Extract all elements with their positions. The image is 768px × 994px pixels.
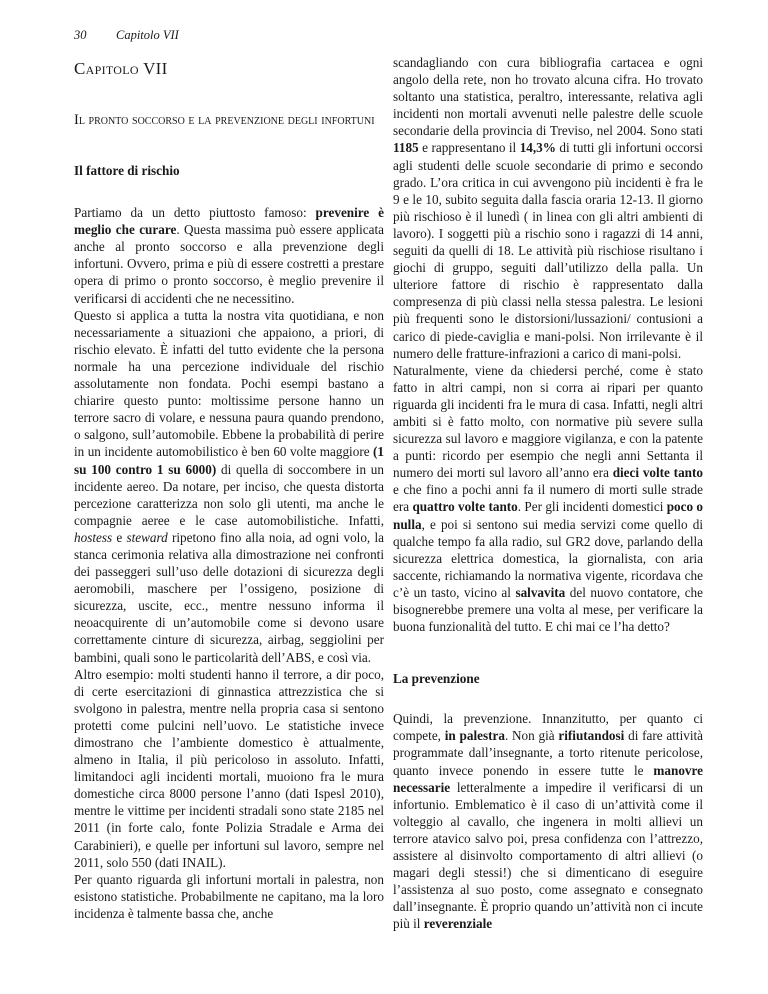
- paragraph: Altro esempio: molti studenti hanno il terrore, a dir poco, di certe esercitazioni di ginnastica attrezzistica che si svolgono in palestra, mentre nella propria casa si sentono protetti come pulcini nell’uovo. Le statistiche invece dimostrano che l’ambiente domestico è attualmente, almeno in Italia, il più pericoloso in assoluto. Infatti, limitandoci agli incidenti mortali, muoiono fra le mura domestiche circa 8000 persone l’anno (dati Ispesl 2010), mentre le vittime per incidenti stradali sono state 2185 nel 2011 (in forte calo, fonte Polizia Stradale e Arma dei Carabinieri), e quelle per infortuni sul lavoro, sempre nel 2011, solo 550 (dati INAIL).: [74, 666, 384, 870]
- right-column: [393, 54, 703, 933]
- paragraph-continued: scandagliando con cura bibliografia cartacea e ogni angolo della rete, non ho trovato alcuna cifra. Ho trovato soltanto una statistica, peraltro, interessante, relativa agli incidenti non mortali avvenuti nelle palestre delle scuole secondarie della provincia di Treviso, nel 2004. Sono stati 1185 e rappresentano il 14,3% di tutti gli infortuni occorsi agli studenti delle scuole secondarie di primo e secondo grado. L’ora critica in cui avvengono più incidenti è fra le 9 e le 10, subito seguita dalla fascia oraria 12-13. Il giorno più rischioso è il lunedì ( in linea con gli altri ambienti di lavoro). I soggetti più a rischio sono i ragazzi di 14 anni, seguiti da quelli di 18. Le attività più rischiose risultano i giochi di gruppo, seguiti dall’utilizzo della palla. Un ulteriore fattore di rischio è rappresentato dalla compresenza di più classi nella stessa palestra. Le lesioni più frequenti sono le distorsioni/lussazioni/ contusioni a carico di piede-caviglia e mani-polsi. Non irrilevante è il numero delle fratture-infrazioni a carico di mani-polsi.: [393, 55, 703, 361]
- chapter-title: Il pronto soccorso e la prevenzione degli infortuni: [74, 112, 375, 128]
- section-heading-risk: Il fattore di rischio: [74, 163, 180, 178]
- paragraph: Partiamo da un detto piuttosto famoso: prevenire è meglio che curare. Questa massima può essere applicata anche al pronto soccorso e alla prevenzione degli infortuni. Ovvero, prima e più di essere costretti a prestare opera di primo o pronto soccorso, è meglio prevenire il verificarsi di accidenti che ne necessitino.: [74, 205, 384, 306]
- page-number: 30: [74, 28, 87, 42]
- chapter-label: Capitolo VII: [74, 59, 168, 78]
- running-head: [74, 28, 179, 43]
- paragraph: Questo si applica a tutta la nostra vita quotidiana, e non necessariamente a situazioni che appaiono, a priori, di rischio elevato. È infatti del tutto evidente che la persona normale ha una percezione individuale del rischio assolutamente non fondata. Pochi esempi bastano a chiarire questo punto: moltissime persone hanno un terrore sacro di volare, e nessuna paura quando prendono, o salgono, sull’automobile. Ebbene la probabilità di perire in un incidente automobilistico è ben 60 volte maggiore (1 su 100 contro 1 su 6000) di quella di soccombere in un incidente aereo. Da notare, per inciso, che questa distorta percezione caratterizza non solo gli utenti, ma anche le compagnie aeree e le case automobilistiche. Infatti, hostess e steward ripetono fino alla noia, ad ogni volo, la stanca cerimonia relativa alla dimostrazione nei confronti dei passeggeri sull’uso delle dotazioni di sicurezza degli aeromobili, maschere per l’ossigeno, posizione di sicurezza, uscite, ecc., mentre nessuno informa il neoacquirente di un’automobile come si devono usare correttamente cinture di sicurezza, airbag, seggiolini per bambini, quali sono le particolarità dell’ABS, e così via.: [74, 307, 384, 665]
- section-heading-prevention: La prevenzione: [393, 671, 480, 687]
- paragraph: Per quanto riguarda gli infortuni mortali in palestra, non esistono statistiche. Probabilmente ne capitano, ma la loro incidenza è talmente bassa che, anche: [74, 871, 384, 921]
- left-column: [74, 54, 384, 922]
- paragraph: Naturalmente, viene da chiedersi perché, come è stato fatto in altri campi, non si corra ai ripari per quanto riguarda gli incidenti fra le mura di casa. Infatti, negli altri ambiti si è fatto molto, con normative più severe sulla sicurezza sul lavoro e maggiore vigilanza, e con la patente a punti: ricordo per esempio che negli anni Settanta il numero dei morti sul lavoro all’anno era dieci volte tanto e che fino a pochi anni fa il numero di morti sulle strade era quattro volte tanto. Per gli incidenti domestici poco o nulla, e poi si sentono sui media servizi come quello di qualche tempo fa alla radio, sul GR2 dove, parlando della sicurezza elettrica domestica, la giornalista, con aria saccente, richiamando la normativa vigente, ricordava che c’è un tasto, vicino al salvavita del nuovo contatore, che bisognerebbe premere una volta al mese, per verificare la buona funzionalità del tutto. E chi mai ce l’ha detto?: [393, 362, 704, 635]
- paragraph: Quindi, la prevenzione. Innanzitutto, per quanto ci compete, in palestra. Non già rifiutandosi di fare attività programmate dall’insegnante, a torto ritenute pericolose, quanto invece ponendo in essere tutte le manovre necessarie letteralmente a impedire il verificarsi di un infortunio. Emblematico è il caso di un’attività come il volteggio al cavallo, che ingenera in molti allievi un terrore atavico salvo poi, presa confidenza con l’attrezzo, assistere al disinvolto comportamento di altri allievi (o magari degli stessi!) che si dimenticano di eseguire l’assistenza al suo posto, come assegnato e consegnato dall’insegnante. È proprio quando un’attività non ci incute più il reverenziale: [393, 711, 704, 932]
- running-head-chapter: Capitolo VII: [116, 28, 179, 42]
